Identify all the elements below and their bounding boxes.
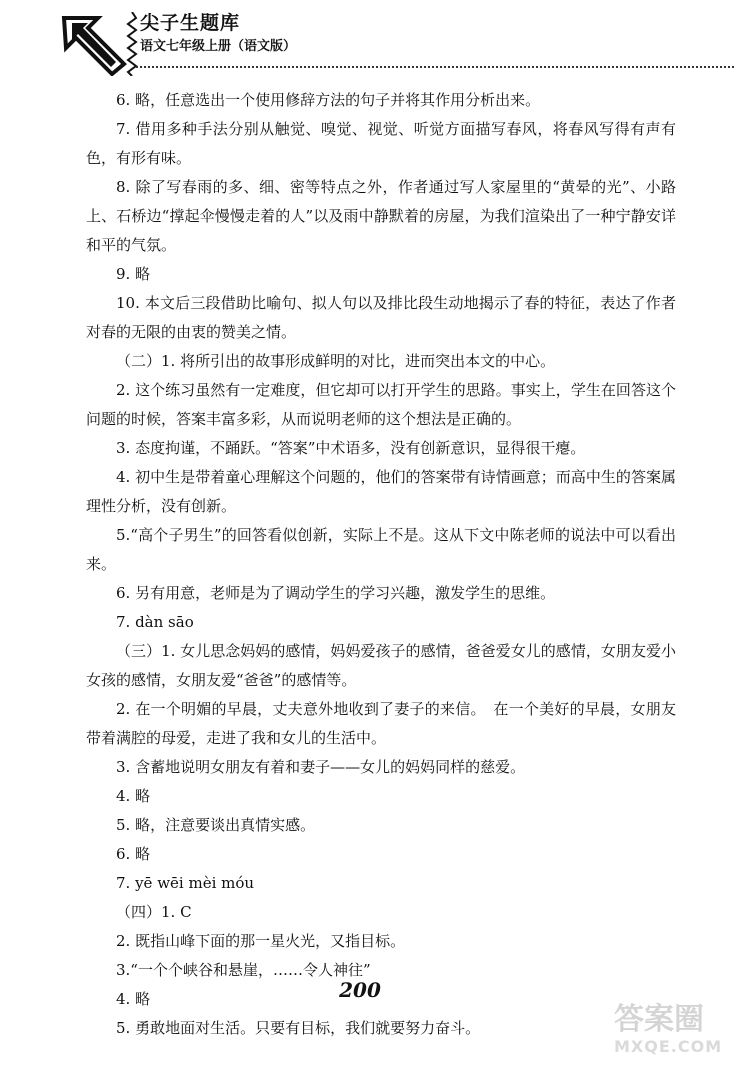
series-title: 尖子生题库: [140, 12, 241, 34]
arrow-logo-icon: [58, 14, 128, 76]
answer-paragraph: 5. 勇敢地面对生活。只要有目标，我们就要努力奋斗。: [116, 1019, 481, 1037]
watermark-url: MXQE.COM: [614, 1037, 723, 1056]
answer-paragraph: 3.“一个个峡谷和悬崖，……令人神往”: [116, 961, 371, 979]
answer-content: [86, 86, 676, 1043]
watermark-title: 答案圈: [614, 1002, 704, 1037]
pinyin-answer: 7. yē wēi mèi móu: [116, 874, 255, 892]
answer-paragraph: 6. 略，任意选出一个使用修辞方法的句子并将其作用分析出来。: [116, 91, 541, 109]
answer-paragraph: 4. 初中生是带着童心理解这个问题的，他们的答案带有诗情画意；而高中生的答案属理性分析，没有创新。: [86, 468, 676, 515]
answer-paragraph: 2. 这个练习虽然有一定难度，但它却可以打开学生的思路。事实上，学生在回答这个问题的时候，答案丰富多彩，从而说明老师的这个想法是正确的。: [86, 381, 676, 428]
answer-paragraph: 7. 借用多种手法分别从触觉、嗅觉、视觉、听觉方面描写春风，将春风写得有声有色，有形有味。: [86, 120, 676, 167]
answer-paragraph: 3. 态度拘谨，不踊跃。“答案”中术语多，没有创新意识，显得很干瘪。: [116, 439, 586, 457]
page-number: 200: [339, 978, 381, 1002]
answer-paragraph: 8. 除了写春雨的多、细、密等特点之外，作者通过写人家屋里的“黄晕的光”、小路上、石桥边“撑起伞慢慢走着的人”以及雨中静默着的房屋，为我们渲染出了一种宁静安详和平的气氛。: [86, 178, 676, 254]
pinyin-answer: 7. dàn sāo: [116, 613, 194, 631]
answer-paragraph: 6. 另有用意，老师是为了调动学生的学习兴趣，激发学生的思维。: [116, 584, 556, 602]
answer-paragraph: 5.“高个子男生”的回答看似创新，实际上不是。这从下文中陈老师的说法中可以看出来。: [86, 526, 676, 573]
answer-paragraph: 9. 略: [116, 265, 151, 283]
answer-paragraph: 5. 略，注意要谈出真情实感。: [116, 816, 316, 834]
page-header: [58, 6, 698, 72]
answer-paragraph: 3. 含蓄地说明女朋友有着和妻子——女儿的妈妈同样的慈爱。: [116, 758, 526, 776]
answer-paragraph: 6. 略: [116, 845, 151, 863]
book-subtitle: 语文七年级上册（语文版）: [140, 39, 297, 54]
answer-paragraph: 4. 略: [116, 787, 151, 805]
watermark-logo: [610, 1002, 742, 1060]
section-four-heading: （四）1. C: [116, 903, 192, 921]
header-dotted-rule: [136, 66, 734, 68]
answer-paragraph: 2. 在一个明媚的早晨，丈夫意外地收到了妻子的来信。 在一个美好的早晨，女朋友带着满腔的母爱，走进了我和女儿的生活中。: [86, 700, 676, 747]
answer-paragraph: 4. 略: [116, 990, 151, 1008]
section-three-heading: （三）1. 女儿思念妈妈的感情，妈妈爱孩子的感情，爸爸爱女儿的感情，女朋友爱小女孩的感情，女朋友爱“爸爸”的感情等。: [86, 642, 676, 689]
answer-paragraph: 2. 既指山峰下面的那一星火光，又指目标。: [116, 932, 406, 950]
answer-paragraph: 10. 本文后三段借助比喻句、拟人句以及排比段生动地揭示了春的特征，表达了作者对春的无限的由衷的赞美之情。: [86, 294, 676, 341]
section-two-heading: （二）1. 将所引出的故事形成鲜明的对比，进而突出本文的中心。: [116, 352, 556, 370]
